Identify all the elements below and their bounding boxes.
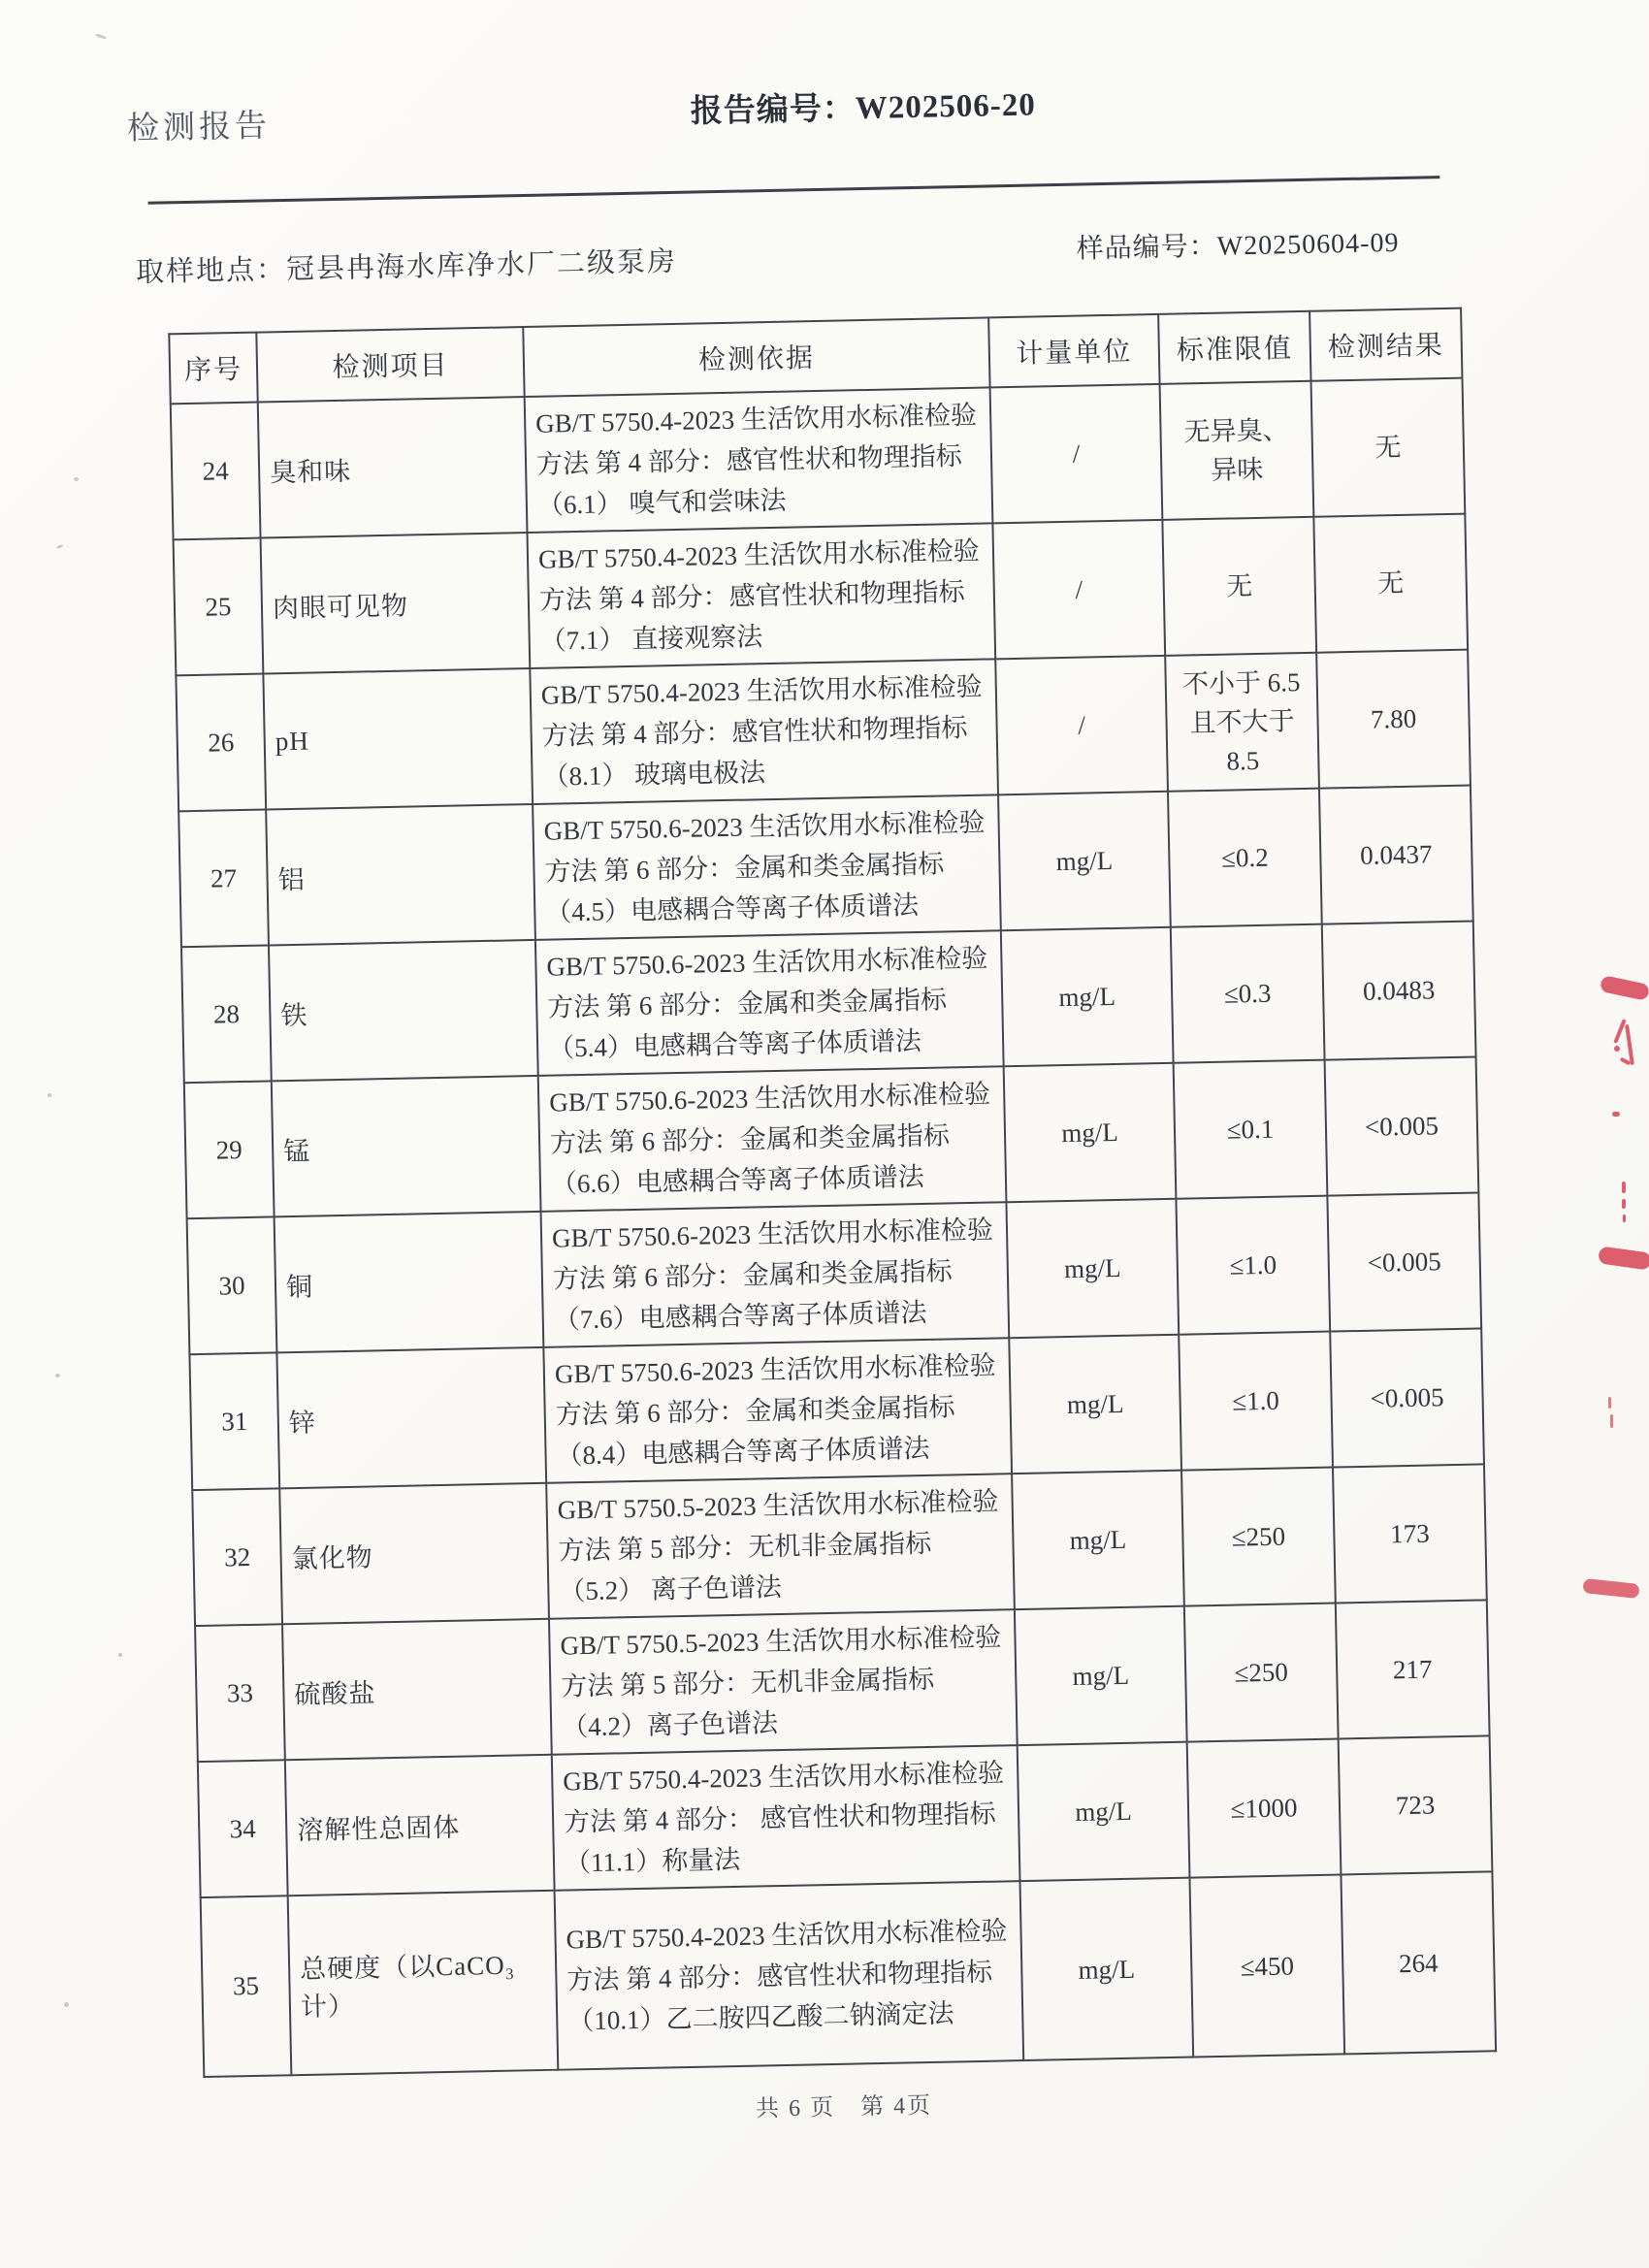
cell-limit: ≤0.3 [1171, 924, 1325, 1063]
scan-speck [55, 1374, 60, 1377]
sample-number [1076, 221, 1400, 267]
cell-basis: GB/T 5750.4-2023 生活饮用水标准检验方法 第 4 部分： 感官性状和物理指标（11.1）称量法 [552, 1745, 1020, 1891]
cell-item: 溶解性总固体 [285, 1755, 555, 1895]
cell-unit: / [995, 656, 1168, 794]
table-row [171, 378, 1466, 540]
cell-result: 无 [1311, 378, 1466, 517]
table-row [184, 1057, 1479, 1219]
cell-unit: mg/L [1015, 1606, 1187, 1745]
table-row [187, 1192, 1482, 1354]
cell-unit: mg/L [1019, 1878, 1193, 2060]
results-table [168, 308, 1497, 2078]
cell-seq: 34 [198, 1760, 288, 1897]
cell-result: 7.80 [1316, 650, 1471, 789]
cell-result: 723 [1339, 1735, 1493, 1874]
cell-seq: 30 [187, 1216, 277, 1354]
page-footer: 共 6 页 第 4页 [755, 2092, 933, 2122]
cell-item: 硫酸盐 [282, 1619, 552, 1760]
cell-basis: GB/T 5750.4-2023 生活饮用水标准检验方法 第 4 部分：感官性状和物理指标（8.1） 玻璃电极法 [530, 659, 998, 804]
red-ink-mark [1623, 1215, 1626, 1222]
sample-number-label: 样品编号： [1076, 231, 1218, 265]
cell-result: 264 [1341, 1871, 1496, 2054]
cell-unit: / [990, 384, 1163, 523]
cell-unit: mg/L [998, 792, 1171, 930]
cell-result: 无 [1313, 514, 1468, 653]
table-row [192, 1464, 1487, 1626]
cell-result: 217 [1336, 1600, 1490, 1738]
cell-basis: GB/T 5750.4-2023 生活饮用水标准检验方法 第 4 部分：感官性状和物理指标（7.1） 直接观察法 [527, 523, 995, 668]
cell-basis: GB/T 5750.6-2023 生活饮用水标准检验方法 第 6 部分：金属和类金属指标（5.4）电感耦合等离子体质谱法 [535, 930, 1004, 1076]
cell-result: <0.005 [1325, 1057, 1479, 1196]
header-unit: 计量单位 [988, 314, 1159, 387]
cell-limit: 无异臭、异味 [1160, 381, 1314, 520]
sampling-location-value: 冠县冉海水库净水厂二级泵房 [285, 245, 678, 285]
cell-item: 锰 [272, 1076, 541, 1216]
cell-item: pH [263, 668, 533, 809]
cell-basis: GB/T 5750.6-2023 生活饮用水标准检验方法 第 6 部分：金属和类金属指标（6.6）电感耦合等离子体质谱法 [538, 1066, 1007, 1212]
cell-item: 铁 [269, 940, 538, 1081]
header-result: 检测结果 [1310, 308, 1462, 381]
cell-limit: ≤1.0 [1179, 1332, 1333, 1471]
header-item: 检测项目 [256, 327, 524, 403]
page-title: 检测报告 [126, 107, 272, 146]
report-number-label: 报告编号： [690, 91, 857, 130]
cell-seq: 32 [192, 1488, 282, 1626]
scan-speck [74, 477, 79, 481]
cell-basis: GB/T 5750.6-2023 生活饮用水标准检验方法 第 6 部分：金属和类金属指标（7.6）电感耦合等离子体质谱法 [541, 1202, 1010, 1347]
cell-basis: GB/T 5750.6-2023 生活饮用水标准检验方法 第 6 部分：金属和类金属指标（8.4）电感耦合等离子体质谱法 [543, 1338, 1012, 1483]
cell-limit: ≤0.1 [1174, 1060, 1328, 1199]
cell-seq: 28 [181, 945, 272, 1083]
cell-basis: GB/T 5750.4-2023 生活饮用水标准检验方法 第 4 部分：感官性状和物理指标 （10.1）乙二胺四乙酸二钠滴定法 [555, 1881, 1024, 2070]
table-row [201, 1871, 1496, 2077]
cell-seq: 31 [189, 1352, 279, 1490]
red-ink-mark [1622, 1182, 1626, 1193]
cell-seq: 24 [171, 403, 261, 540]
table-row [178, 786, 1473, 948]
cell-result: 173 [1333, 1464, 1487, 1603]
cell-result: <0.005 [1330, 1328, 1484, 1467]
cell-item: 铜 [275, 1212, 544, 1352]
cell-basis: GB/T 5750.5-2023 生活饮用水标准检验方法 第 5 部分：无机非金属指标（5.2） 离子色谱法 [546, 1474, 1015, 1619]
scan-speck [118, 1653, 122, 1657]
cell-unit: / [992, 520, 1165, 659]
cell-seq: 25 [174, 538, 264, 676]
table-row [198, 1735, 1493, 1897]
cell-item: 氯化物 [279, 1483, 549, 1624]
cell-item: 臭和味 [258, 397, 528, 537]
cell-item: 肉眼可见物 [261, 533, 531, 673]
header-seq: 序号 [169, 333, 257, 405]
cell-limit: ≤250 [1181, 1468, 1336, 1606]
report-number [690, 79, 1036, 131]
sample-number-value: W20250604-09 [1216, 227, 1400, 262]
red-ink-mark [1608, 1397, 1611, 1409]
red-ink-mark [1610, 1414, 1613, 1428]
cell-unit: mg/L [1018, 1742, 1190, 1881]
table-row [195, 1600, 1490, 1762]
cell-seq: 27 [178, 809, 269, 947]
cell-item: 总硬度（以CaCO₃计） [288, 1891, 559, 2075]
cell-limit: ≤450 [1189, 1874, 1344, 2057]
sampling-location [136, 240, 678, 290]
cell-unit: mg/L [1004, 1063, 1177, 1202]
cell-limit: ≤1.0 [1176, 1196, 1330, 1335]
header-basis: 检测依据 [523, 317, 989, 397]
cell-limit: ≤1000 [1187, 1738, 1342, 1877]
table-row [176, 650, 1471, 812]
scan-speck [64, 2002, 69, 2007]
cell-limit: 不小于 6.5 且不大于 8.5 [1165, 653, 1319, 792]
cell-unit: mg/L [1006, 1199, 1179, 1338]
cell-item: 锌 [276, 1347, 546, 1488]
cell-limit: ≤250 [1184, 1604, 1339, 1742]
cell-seq: 33 [195, 1624, 285, 1762]
red-ink-mark [1622, 1199, 1626, 1209]
cell-item: 铝 [266, 804, 535, 945]
cell-limit: ≤0.2 [1168, 789, 1322, 927]
header-divider [148, 176, 1440, 205]
cell-seq: 29 [184, 1081, 275, 1218]
cell-unit: mg/L [1009, 1335, 1181, 1474]
table-row [174, 514, 1469, 676]
sampling-location-label: 取样地点： [135, 253, 287, 289]
scan-speck [48, 1093, 51, 1097]
cell-basis: GB/T 5750.6-2023 生活饮用水标准检验方法 第 6 部分：金属和类金属指标（4.5）电感耦合等离子体质谱法 [533, 794, 1001, 940]
cell-limit: 无 [1162, 517, 1316, 656]
cell-seq: 35 [201, 1895, 292, 2077]
red-ink-mark [1614, 1046, 1620, 1052]
cell-result: 0.0437 [1319, 786, 1473, 924]
cell-unit: mg/L [1012, 1471, 1184, 1609]
table-row [189, 1328, 1484, 1490]
red-ink-mark [1612, 1112, 1620, 1117]
cell-result: 0.0483 [1322, 922, 1476, 1060]
cell-basis: GB/T 5750.4-2023 生活饮用水标准检验方法 第 4 部分：感官性状和物理指标（6.1） 嗅气和尝味法 [525, 387, 993, 533]
cell-unit: mg/L [1001, 927, 1174, 1066]
table-row [181, 922, 1476, 1084]
cell-result: <0.005 [1327, 1192, 1481, 1331]
report-number-value: W202506-20 [855, 87, 1037, 127]
header-limit: 标准限值 [1158, 311, 1310, 384]
cell-seq: 26 [176, 674, 266, 812]
cell-basis: GB/T 5750.5-2023 生活饮用水标准检验方法 第 5 部分：无机非金属指标 （4.2）离子色谱法 [549, 1609, 1018, 1755]
